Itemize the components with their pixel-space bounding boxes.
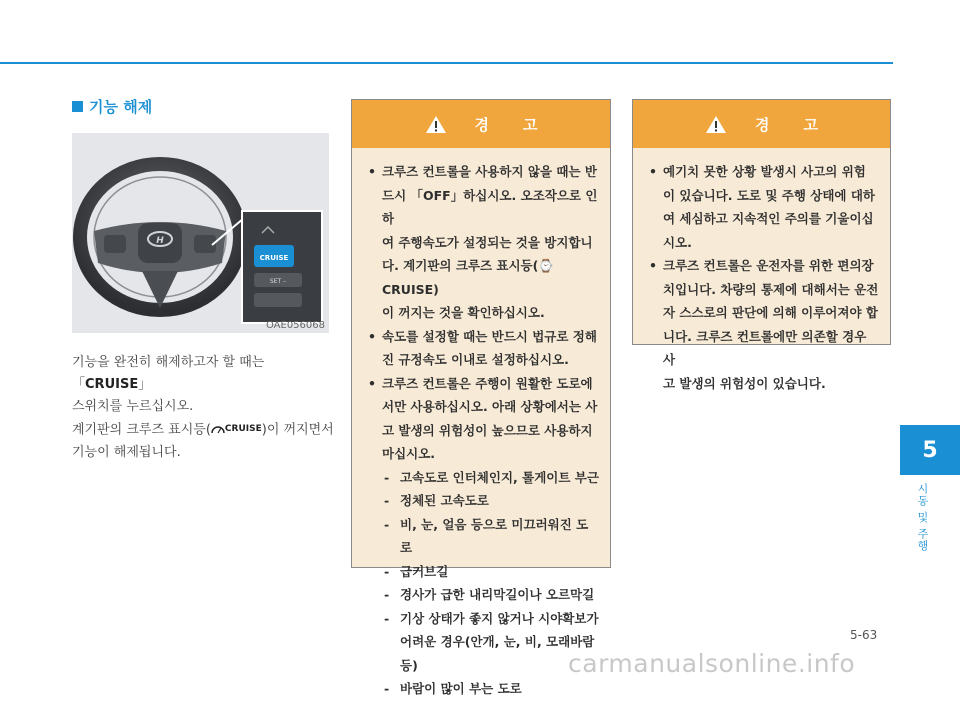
chapter-label: 시동 및 주행 (916, 483, 929, 552)
body-line-2: 스위치를 누르십시오. (72, 399, 194, 414)
warning-bullet-line: • 크루즈 컨트롤은 주행이 원활한 도로에 (366, 372, 600, 396)
warning-list-2 (633, 148, 890, 405)
warning-heading-char: 고 (803, 115, 818, 134)
warning-bullet-line: 마십시오. (382, 446, 436, 461)
warning-box-1 (351, 99, 611, 696)
warning-bullet-line: • 크루즈 컨트롤은 운전자를 위한 편의장 (647, 254, 880, 278)
warning-bullet-line: • 크루즈 컨트롤을 사용하지 않을 때는 반 (366, 160, 600, 184)
warning-triangle-icon (425, 115, 447, 134)
speedometer-icon (211, 425, 225, 434)
chapter-tab: 5 (900, 425, 960, 475)
section-title-text: 기능 해제 (89, 98, 153, 116)
warning-bullet-line: 다. 계기판의 크루즈 표시등(⌚CRUISE) (382, 258, 554, 297)
warning-box-2 (632, 99, 891, 391)
body-paragraph (72, 352, 342, 464)
warning-dash-line: - 기상 상태가 좋지 않거나 시야확보가 (366, 607, 600, 631)
warning-bullet-line: 고 발생의 위험성이 있습니다. (663, 375, 826, 391)
watermark: carmanualsonline.info (568, 649, 856, 678)
square-bullet-icon (72, 101, 83, 112)
warning-bullet-line: 여 주행속도가 설정되는 것을 방지합니 (382, 234, 593, 250)
warning-bullet-line: 진 규정속도 이내로 설정하십시오. (382, 352, 569, 367)
figure-code: OAE056068 (265, 320, 325, 331)
warning-bullet-line: 여 세심하고 지속적인 주의를 기울이십 (663, 211, 874, 226)
warning-triangle-icon (705, 115, 727, 134)
warning-list-1 (352, 148, 610, 711)
warning-header-2 (633, 100, 890, 148)
warning-bullet-line: 고 발생의 위험성이 높으므로 사용하지 (382, 422, 593, 438)
warning-dash-line: - 비, 눈, 얼음 등으로 미끄러워진 도로 (366, 513, 600, 560)
body-line-3-post: )이 꺼지면서 (261, 422, 334, 438)
body-line-1-post: 」 (138, 377, 152, 392)
warning-dash-line: - 바람이 많이 부는 도로 (366, 677, 600, 701)
warning-bullet-line: 자 스스로의 판단에 의해 이루어져야 합 (663, 305, 878, 320)
warning-dash-line: - 고속도로 인터체인지, 톨게이트 부근 (366, 466, 600, 490)
warning-dash-line: - 정체된 고속도로 (366, 489, 600, 513)
steering-wheel-figure (72, 133, 329, 333)
warning-header-1 (352, 100, 610, 148)
warning-heading-char: 경 (755, 115, 770, 134)
cruise-switch-name: CRUISE (85, 377, 139, 392)
cruise-indicator-text: CRUISE (224, 424, 262, 434)
figure-set-label: SET – (269, 278, 287, 285)
figure-cruise-label: CRUISE (259, 254, 289, 262)
warning-bullet-line: 치입니다. 차량의 통제에 대해서는 운전 (663, 281, 879, 297)
header-rule (0, 62, 893, 64)
warning-dash-line: - 경사가 급한 내리막길이나 오르막길 (366, 583, 600, 607)
body-line-4: 기능이 해제됩니다. (72, 444, 181, 460)
warning-bullet-line: • 예기치 못한 상황 발생시 사고의 위험 (647, 160, 880, 184)
body-line-3-pre: 계기판의 크루즈 표시등( (72, 422, 211, 438)
warning-bullet-line: • 속도를 설정할 때는 반드시 법규로 정해 (366, 325, 600, 349)
warning-bullet-line: 드시 「OFF」하십시오. 오조작으로 인하 (382, 187, 598, 226)
warning-bullet-line: 이 있습니다. 도로 및 주행 상태에 대하 (663, 187, 875, 203)
body-line-1-pre: 기능을 완전히 해제하고자 할 때는 「 (72, 355, 265, 392)
warning-heading-char: 고 (523, 115, 538, 134)
page-number: 5-63 (850, 628, 878, 642)
svg-text:H: H (156, 236, 164, 246)
warning-bullet-line: 시오. (663, 234, 692, 250)
warning-bullet-line: 서만 사용하십시오. 아래 상황에서는 사 (382, 399, 598, 414)
warning-bullet-line: 니다. 크루즈 컨트롤에만 의존할 경우 사 (663, 328, 867, 367)
warning-dash-line: - 급커브길 (366, 560, 600, 584)
cruise-indicator (211, 418, 262, 440)
warning-heading-char: 경 (474, 115, 489, 134)
steering-wheel-illustration (72, 133, 329, 333)
section-title (72, 96, 152, 117)
warning-dash-line: 어려운 경우(안개, 눈, 비, 모래바람 등) (400, 634, 595, 673)
warning-bullet-line: 이 꺼지는 것을 확인하십시오. (382, 305, 545, 320)
